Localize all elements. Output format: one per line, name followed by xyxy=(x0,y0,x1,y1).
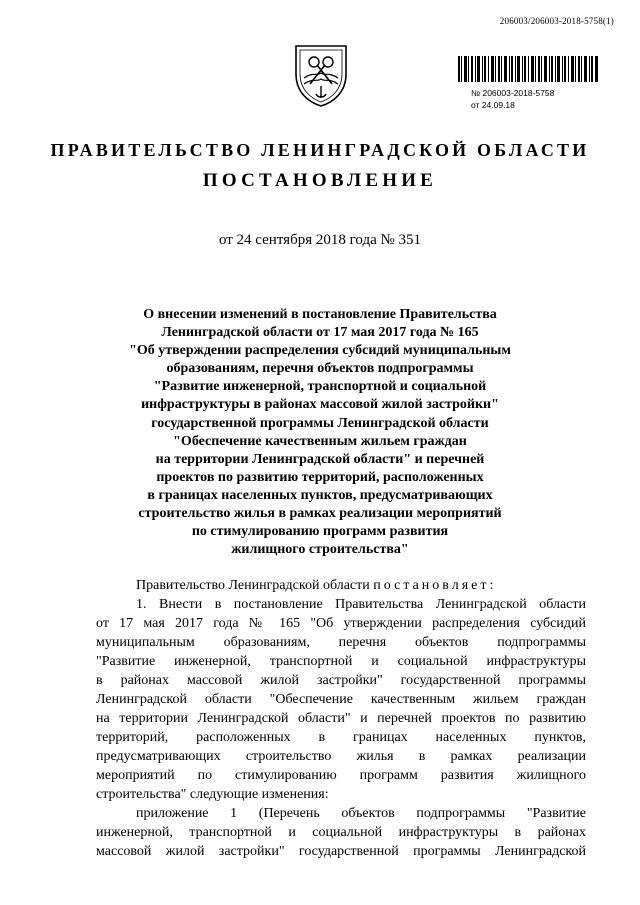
paragraph-line: 1. Внести в постановление Правительства Ленинградской области xyxy=(136,597,586,612)
intro-line xyxy=(96,576,586,595)
paragraph-line: предусматривающих строительство жилья в рамках реализации xyxy=(96,749,586,764)
paragraph-line: приложение 1 (Перечень объектов подпрограммы "Развитие xyxy=(136,806,586,821)
paragraph-line: "Развитие инженерной, транспортной и социальной инфраструктуры xyxy=(96,654,586,669)
document-type: ПОСТАНОВЛЕНИЕ xyxy=(202,170,438,191)
document-subject xyxy=(120,306,520,559)
subject-line: "Об утверждении распределения субсидий муниципальным xyxy=(129,343,511,359)
paragraph-line: инженерной, транспортной и социальной инфраструктуры в районах xyxy=(96,825,586,840)
paragraph-line: от 17 мая 2017 года № 165 "Об утверждении распределения субсидий xyxy=(96,616,586,631)
coat-of-arms-icon xyxy=(290,40,352,108)
subject-line: по стимулированию программ развития xyxy=(191,524,449,540)
paragraph-line: массовой жилой застройки" государственной программы Ленинградской xyxy=(96,844,586,859)
subject-line: Ленинградской области от 17 мая 2017 года № 165 xyxy=(161,325,479,341)
registration-code: 206003/206003-2018-5758(1) xyxy=(499,16,614,26)
barcode-icon xyxy=(458,56,598,82)
subject-line: образованиям, перечня объектов подпрограммы xyxy=(166,361,474,377)
paragraph-line: в районах массовой жилой застройки" государственной программы xyxy=(96,673,586,688)
subject-line: "Развитие инженерной, транспортной и социальной xyxy=(153,379,487,395)
subject-line: в границах населенных пунктов, предусматривающих xyxy=(147,487,493,503)
paragraph-line: территорий, расположенных в границах населенных пунктов, xyxy=(96,730,586,745)
registration-date: от 24.09.18 xyxy=(471,100,515,110)
subject-line: О внесении изменений в постановление Правительства xyxy=(143,307,497,322)
paragraph-line: Ленинградской области "Обеспечение качественным жильем граждан xyxy=(96,692,586,707)
paragraph-line: строительства" следующие изменения: xyxy=(96,787,329,802)
intro-verb: постановляет: xyxy=(373,578,497,593)
government-title: ПРАВИТЕЛЬСТВО ЛЕНИНГРАДСКОЙ ОБЛАСТИ xyxy=(50,140,590,160)
subject-line: "Обеспечение качественным жильем граждан xyxy=(173,433,467,449)
paragraph-line: на территории Ленинградской области" и перечней проектов по развитию xyxy=(96,711,586,726)
document-date: от 24 сентября 2018 года № 351 xyxy=(218,232,422,248)
intro-text: Правительство Ленинградской области xyxy=(136,578,374,593)
subject-line: на территории Ленинградской области" и перечней xyxy=(155,451,485,467)
paragraph-line: мероприятий по стимулированию программ развития жилищного xyxy=(96,768,586,783)
subject-line: жилищного строительства" xyxy=(231,542,409,558)
document-body xyxy=(96,576,586,861)
subject-line: проектов по развитию территорий, расположенных xyxy=(156,469,484,485)
subject-line: инфраструктуры в районах массовой жилой застройки" xyxy=(141,397,499,413)
subject-line: строительство жилья в рамках реализации мероприятий xyxy=(138,506,502,522)
paragraph-line: муниципальным образованиям, перечня объектов подпрограммы xyxy=(96,635,586,650)
registration-number: № 206003-2018-5758 xyxy=(471,88,555,98)
subject-line: государственной программы Ленинградской области xyxy=(151,415,489,431)
